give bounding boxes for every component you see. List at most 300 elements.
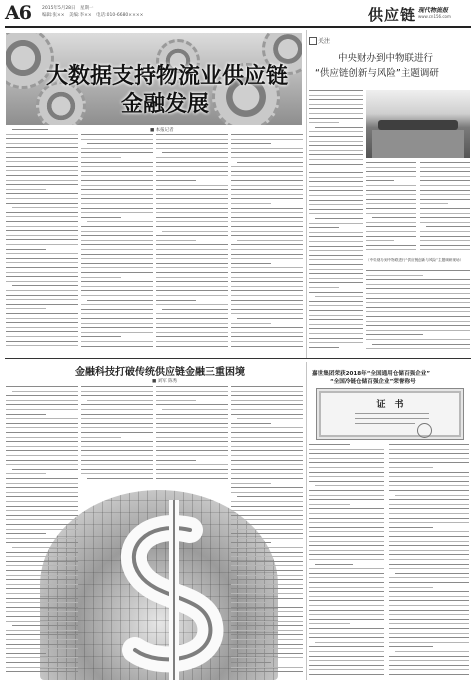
text-line xyxy=(81,423,153,424)
text-line xyxy=(87,478,153,479)
text-line xyxy=(81,391,153,392)
text-line xyxy=(231,143,271,144)
text-line xyxy=(231,469,303,470)
text-line xyxy=(156,212,228,213)
text-line xyxy=(81,194,153,195)
text-line xyxy=(231,189,303,190)
text-line xyxy=(6,483,78,484)
text-line xyxy=(309,472,384,473)
masthead-rule xyxy=(5,26,471,28)
text-line xyxy=(366,311,470,312)
text-line xyxy=(309,305,363,306)
text-line xyxy=(231,304,303,305)
text-line xyxy=(231,254,303,255)
text-line xyxy=(81,258,153,259)
text-line xyxy=(231,231,303,232)
text-line xyxy=(389,596,469,597)
text-line xyxy=(309,333,363,334)
text-line xyxy=(389,513,469,514)
text-line xyxy=(6,221,78,222)
certificate-heading: 证 书 xyxy=(376,400,404,410)
text-line xyxy=(366,275,423,276)
text-line xyxy=(81,464,153,465)
text-line xyxy=(81,162,153,163)
text-line xyxy=(6,584,78,585)
text-line xyxy=(6,331,78,332)
text-line xyxy=(81,332,153,333)
text-line xyxy=(309,587,384,588)
text-line xyxy=(156,226,228,227)
text-line xyxy=(6,216,78,217)
text-line xyxy=(309,490,384,491)
text-line xyxy=(309,499,384,500)
text-line xyxy=(366,199,416,200)
text-line xyxy=(231,515,303,516)
text-line xyxy=(420,249,470,250)
text-line xyxy=(315,296,363,297)
text-line xyxy=(12,129,48,130)
text-line xyxy=(12,625,78,626)
text-line xyxy=(389,499,469,500)
kicker-marker xyxy=(309,37,317,45)
text-line xyxy=(309,481,384,482)
text-line xyxy=(231,341,303,342)
text-line xyxy=(6,152,78,153)
text-line xyxy=(309,660,384,661)
text-line xyxy=(6,147,78,148)
text-line xyxy=(156,395,228,396)
text-line xyxy=(389,472,469,473)
text-line xyxy=(231,625,303,626)
text-line xyxy=(309,449,384,450)
text-line xyxy=(156,290,228,291)
main-headline-line2: 金融发展 xyxy=(121,91,210,117)
text-line xyxy=(6,515,78,516)
text-line xyxy=(389,550,469,551)
text-line xyxy=(6,299,78,300)
text-line xyxy=(81,152,153,153)
text-line xyxy=(309,264,363,265)
text-line xyxy=(6,290,78,291)
text-line xyxy=(6,276,78,277)
text-line xyxy=(231,171,303,172)
body-text-column xyxy=(309,172,363,354)
text-line xyxy=(309,236,363,237)
conference-photo xyxy=(366,90,470,158)
text-line xyxy=(6,143,78,144)
text-line xyxy=(156,418,228,419)
text-line xyxy=(309,541,384,542)
text-line xyxy=(372,344,470,345)
text-line xyxy=(156,404,228,405)
text-line xyxy=(309,315,363,316)
text-line xyxy=(81,157,121,158)
text-line xyxy=(231,524,303,525)
text-line xyxy=(156,194,228,195)
text-line xyxy=(231,547,303,548)
text-line xyxy=(389,559,469,560)
text-line xyxy=(231,332,303,333)
text-line xyxy=(315,127,363,128)
text-line xyxy=(309,282,363,283)
text-line xyxy=(6,455,78,456)
text-line xyxy=(309,554,384,555)
text-line xyxy=(12,391,78,392)
text-line xyxy=(389,665,469,666)
text-line xyxy=(81,437,121,438)
text-line xyxy=(366,279,470,280)
text-line xyxy=(231,336,303,337)
text-line xyxy=(309,310,363,311)
text-line xyxy=(6,607,78,608)
text-line xyxy=(81,309,153,310)
text-line xyxy=(366,194,416,195)
text-line xyxy=(6,198,78,199)
text-line xyxy=(231,249,303,250)
text-line xyxy=(309,656,384,657)
text-line xyxy=(12,547,78,548)
text-line xyxy=(309,269,363,270)
text-line xyxy=(156,189,228,190)
text-line xyxy=(309,559,384,560)
text-line xyxy=(309,273,363,274)
text-line xyxy=(6,138,78,139)
body-text-column xyxy=(309,90,363,170)
text-line xyxy=(6,327,78,328)
text-line xyxy=(309,177,363,178)
text-line xyxy=(389,541,469,542)
text-line xyxy=(309,227,339,228)
text-line xyxy=(231,166,303,167)
text-line xyxy=(231,450,303,451)
text-line xyxy=(81,446,153,447)
text-line xyxy=(231,598,303,599)
text-line xyxy=(366,307,470,308)
text-line xyxy=(389,582,469,583)
text-line xyxy=(156,300,196,301)
text-line xyxy=(231,400,303,401)
text-line xyxy=(6,556,78,557)
text-line xyxy=(6,446,78,447)
text-line xyxy=(389,587,433,588)
text-line xyxy=(309,255,363,256)
text-line xyxy=(81,171,153,172)
text-line xyxy=(231,313,303,314)
text-line xyxy=(156,235,228,236)
text-line xyxy=(389,600,469,601)
text-line xyxy=(6,400,78,401)
text-line xyxy=(309,600,384,601)
text-line xyxy=(6,437,78,438)
text-line xyxy=(420,162,470,163)
text-line xyxy=(6,565,78,566)
text-line xyxy=(231,221,303,222)
body-text-column xyxy=(156,386,228,486)
main-headline-line1: 大数据支持物流业供应链 xyxy=(46,63,289,89)
text-line xyxy=(81,341,153,342)
text-line xyxy=(6,308,46,309)
text-line xyxy=(309,259,363,260)
body-text-column xyxy=(6,129,78,354)
text-line xyxy=(309,605,384,606)
text-line xyxy=(87,221,153,222)
text-line xyxy=(231,277,303,278)
text-line xyxy=(81,469,153,470)
text-line xyxy=(389,518,469,519)
text-line xyxy=(309,573,384,574)
text-line xyxy=(231,198,303,199)
text-line xyxy=(81,318,153,319)
text-line xyxy=(309,292,363,293)
text-line xyxy=(366,203,416,204)
text-line xyxy=(81,386,153,387)
text-line xyxy=(6,593,46,594)
text-line xyxy=(231,432,303,433)
text-line xyxy=(6,295,78,296)
fintech-byline: ■ 刘军 陈秀 xyxy=(152,379,178,384)
text-line xyxy=(309,342,363,343)
text-line xyxy=(156,134,228,135)
text-line xyxy=(231,139,303,140)
text-line xyxy=(6,212,78,213)
text-line xyxy=(6,404,78,405)
text-line xyxy=(309,462,384,463)
text-line xyxy=(156,304,228,305)
text-line xyxy=(231,648,303,649)
text-line xyxy=(309,545,384,546)
text-line xyxy=(309,527,384,528)
text-line xyxy=(81,198,153,199)
text-line xyxy=(156,286,228,287)
text-line xyxy=(81,473,153,474)
text-line xyxy=(6,226,78,227)
text-line xyxy=(366,226,416,227)
text-line xyxy=(366,339,470,340)
text-line xyxy=(309,287,339,288)
text-line xyxy=(309,150,363,151)
text-line xyxy=(231,346,303,347)
text-line xyxy=(309,118,363,119)
text-line xyxy=(389,674,469,675)
text-line xyxy=(309,213,363,214)
text-line xyxy=(366,171,416,172)
text-line xyxy=(87,400,153,401)
body-text-column xyxy=(231,134,303,354)
text-line xyxy=(6,616,78,617)
page-number: A6 xyxy=(5,2,31,24)
text-line xyxy=(81,134,153,135)
text-line xyxy=(156,432,228,433)
text-line xyxy=(309,522,384,523)
text-line xyxy=(6,648,78,649)
text-line xyxy=(156,175,228,176)
body-text-column xyxy=(81,134,153,354)
text-line xyxy=(366,325,470,326)
text-line xyxy=(231,194,303,195)
text-line xyxy=(156,267,228,268)
text-line xyxy=(6,244,78,245)
text-line xyxy=(366,245,416,246)
text-line xyxy=(231,258,303,259)
text-line xyxy=(6,630,78,631)
text-line xyxy=(309,577,384,578)
text-line xyxy=(156,318,228,319)
text-line xyxy=(6,203,78,204)
body-text-column xyxy=(389,444,469,680)
text-line xyxy=(315,642,384,643)
text-line xyxy=(309,628,384,629)
text-line xyxy=(231,570,303,571)
text-line xyxy=(81,208,153,209)
text-line xyxy=(6,579,78,580)
text-line xyxy=(6,272,78,273)
text-line xyxy=(162,231,228,232)
text-line xyxy=(389,637,469,638)
text-line xyxy=(81,231,153,232)
text-line xyxy=(6,322,78,323)
text-line xyxy=(156,400,196,401)
text-line xyxy=(231,657,303,658)
text-line xyxy=(231,644,303,645)
text-line xyxy=(81,235,153,236)
body-text-column xyxy=(6,386,78,680)
text-line xyxy=(420,167,470,168)
text-line xyxy=(309,504,350,505)
text-line xyxy=(81,217,121,218)
text-line xyxy=(156,208,228,209)
body-text-column xyxy=(81,386,153,486)
text-line xyxy=(237,240,303,241)
text-line xyxy=(6,611,78,612)
text-line xyxy=(6,464,78,465)
text-line xyxy=(81,290,153,291)
text-line xyxy=(231,185,303,186)
text-line xyxy=(6,653,46,654)
text-line xyxy=(6,552,78,553)
text-line xyxy=(231,584,303,585)
text-line xyxy=(231,212,303,213)
main-byline: ■ 本报记者 xyxy=(150,128,174,133)
text-line xyxy=(309,591,384,592)
text-line xyxy=(420,222,470,223)
text-line xyxy=(389,623,469,624)
text-line xyxy=(366,298,470,299)
text-line xyxy=(6,667,78,668)
text-line xyxy=(6,510,78,511)
text-line xyxy=(156,446,228,447)
text-line xyxy=(231,404,303,405)
text-line xyxy=(389,591,469,592)
text-line xyxy=(162,409,228,410)
text-line xyxy=(156,148,228,149)
text-line xyxy=(389,531,469,532)
text-line xyxy=(156,336,228,337)
text-line xyxy=(156,263,228,264)
text-line xyxy=(231,414,303,415)
text-line xyxy=(162,309,228,310)
text-line xyxy=(81,460,153,461)
text-line xyxy=(6,570,78,571)
text-line xyxy=(6,441,78,442)
text-line xyxy=(237,162,303,163)
text-line xyxy=(156,249,228,250)
text-line xyxy=(366,240,394,241)
text-line xyxy=(231,386,303,387)
text-line xyxy=(309,108,363,109)
text-line xyxy=(309,104,363,105)
text-line xyxy=(231,152,303,153)
text-line xyxy=(81,139,153,140)
text-line xyxy=(420,245,470,246)
text-line xyxy=(231,478,303,479)
text-line xyxy=(389,660,469,661)
text-line xyxy=(81,327,153,328)
column-divider xyxy=(306,362,307,680)
text-line xyxy=(315,564,353,565)
text-line xyxy=(231,267,303,268)
text-line xyxy=(395,573,469,574)
photo-caption: （中央财办到中物联进行“供应链创新与风险”主题调研现场） xyxy=(366,258,464,262)
text-line xyxy=(309,444,350,445)
text-line xyxy=(156,258,228,259)
text-line xyxy=(231,235,303,236)
text-line xyxy=(81,226,153,227)
text-line xyxy=(156,460,196,461)
text-line xyxy=(309,508,384,509)
text-line xyxy=(420,203,448,204)
text-line xyxy=(156,166,228,167)
text-line xyxy=(309,200,363,201)
text-line xyxy=(6,538,78,539)
text-line xyxy=(6,432,78,433)
text-line xyxy=(309,637,384,638)
text-line xyxy=(231,409,303,410)
text-line xyxy=(231,538,303,539)
text-line xyxy=(309,145,363,146)
text-line xyxy=(231,323,271,324)
text-line xyxy=(6,180,78,181)
text-line xyxy=(309,301,363,302)
text-line xyxy=(389,545,469,546)
text-line xyxy=(389,642,469,643)
text-line xyxy=(231,281,303,282)
text-line xyxy=(231,639,303,640)
text-line xyxy=(6,230,78,231)
text-line xyxy=(81,295,153,296)
text-line xyxy=(231,300,303,301)
text-line xyxy=(389,485,469,486)
text-line xyxy=(389,628,469,629)
text-line xyxy=(309,347,339,348)
text-line xyxy=(315,218,363,219)
text-line xyxy=(315,485,384,486)
text-line xyxy=(366,222,416,223)
text-line xyxy=(309,651,384,652)
text-line xyxy=(162,152,228,153)
text-line xyxy=(6,621,78,622)
text-line xyxy=(309,195,363,196)
text-line xyxy=(309,246,363,247)
text-line xyxy=(309,186,363,187)
text-line xyxy=(309,614,384,615)
text-line xyxy=(237,418,303,419)
text-line xyxy=(231,510,303,511)
text-line xyxy=(231,437,303,438)
text-line xyxy=(309,669,384,670)
text-line xyxy=(366,213,416,214)
text-line xyxy=(156,414,228,415)
text-line xyxy=(6,533,46,534)
